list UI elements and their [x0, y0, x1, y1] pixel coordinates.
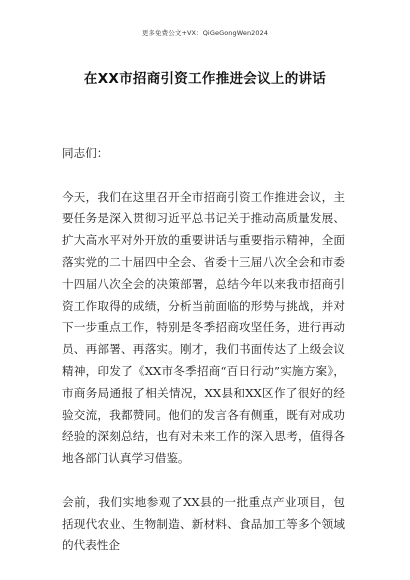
paragraph-1: 今天，我们在这里召开全市招商引资工作推进会议，主要任务是深入贯彻习近平总书记关于推动高质量发展、扩大高水平对外开放的重要讲话与重要指示精神，全面落实党的二十届四中全会、省委十三届八次全会和市委十四届八次全会的决策部署，总结今年以来我市招商引资工作取得的成绩，分析当前面临的形势与挑战，并对下一步重点工作，特别是冬季招商攻坚任务，进行再动员、再部署、再落实。刚才，我们书面传达了上级会议精神，印发了《XX市冬季招商“百日行动”实施方案》，市商务局通报了相关情况，XX县和XX区作了很好的经验交流，我都赞同。他们的发言各有侧重，既有对成功经验的深刻总结，也有对未来工作的深入思考，值得各地各部门认真学习借鉴。 [62, 189, 345, 466]
document-title: 在XX市招商引资工作推进会议上的讲话 [83, 71, 327, 87]
salutation: 同志们： [62, 146, 109, 160]
paragraph-2: 会前，我们实地参观了XX县的一批重点产业项目，包括现代农业、生物制造、新材料、食品加工等多个领域的代表性企 [62, 494, 345, 553]
document-body [62, 143, 345, 557]
header-note: 更多免费公文+VX：QiGeGongWen2024 [141, 29, 269, 37]
